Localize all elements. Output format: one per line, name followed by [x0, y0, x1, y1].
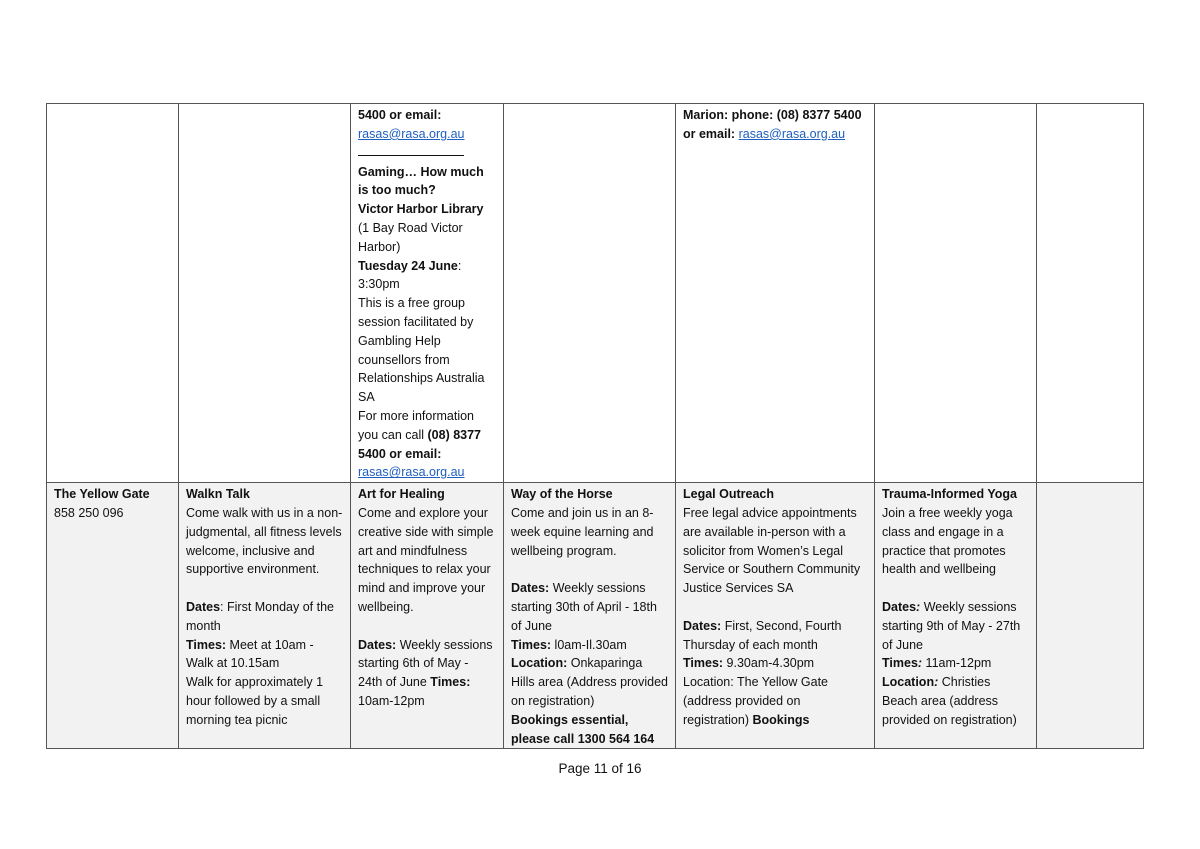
- divider: [358, 144, 464, 156]
- org-cell: [47, 483, 179, 749]
- program-title: Trauma-Informed Yoga: [882, 487, 1017, 502]
- table-cell: [504, 104, 676, 483]
- program-description: Come and explore your creative side with simple art and mindfulness techniques to relax your mind and improve your wellbeing.: [358, 505, 494, 614]
- yoga-cell: [875, 483, 1037, 749]
- table-cell: [875, 104, 1037, 483]
- times-value: Meet at 10am - Walk at 10.15am: [186, 637, 314, 671]
- dates-value: Weekly sessions starting 9th of May - 27th of June: [882, 599, 1021, 652]
- table-cell: [1037, 483, 1144, 749]
- phone-number: (08) 8377 5400 or email:: [358, 427, 482, 461]
- times-colon: :: [917, 656, 923, 671]
- location-label: Location:: [511, 656, 568, 671]
- marion-contact-cell: [676, 104, 875, 483]
- program-title: Walkn Talk: [186, 487, 250, 502]
- art-healing-cell: [351, 483, 504, 749]
- program-title: Way of the Horse: [511, 487, 613, 502]
- program-title: Legal Outreach: [683, 487, 774, 502]
- dates-value: Weekly sessions starting 6th of May - 24th of June: [358, 637, 493, 690]
- times-label: Times:: [511, 637, 552, 652]
- location-colon: :: [934, 675, 939, 690]
- program-description: Free legal advice appointments are available in-person with a solicitor from Women’s Legal Service or Southern Community Justice Services SA: [683, 505, 861, 596]
- session-date: Tuesday 24 June: [358, 258, 458, 273]
- bookings-note: Bookings essential, please call 1300 564 164: [511, 712, 655, 746]
- program-description: Join a free weekly yoga class and engage in a practice that promotes health and wellbeing: [882, 505, 1013, 577]
- dates-colon: :: [916, 599, 921, 614]
- session-time: 3:30pm: [358, 277, 400, 292]
- times-label: Times:: [430, 675, 471, 690]
- program-extra: Walk for approximately 1 hour followed by a small morning tea picnic: [186, 675, 324, 727]
- dates-value: Weekly sessions starting 30th of April - 18th of June: [511, 581, 657, 633]
- location-value: Onkaparinga Hills area (Address provided on registration): [511, 656, 669, 708]
- program-title: Art for Healing: [358, 487, 445, 502]
- venue: Victor Harbor Library: [358, 202, 484, 217]
- program-description: Come and join us in an 8-week equine learning and wellbeing program.: [511, 505, 654, 558]
- location-value: Christies Beach area (address provided on registration): [882, 675, 1017, 727]
- session-title: Gaming… How much is too much?: [358, 164, 484, 198]
- horse-cell: [504, 483, 676, 749]
- dates-label: Dates: [186, 599, 221, 614]
- contact-line: 5400 or email:: [358, 108, 442, 122]
- gambling-session-cell: [351, 104, 504, 483]
- table-row: [47, 104, 1144, 483]
- dates-label: Dates:: [358, 637, 397, 652]
- venue-address: (1 Bay Road Victor Harbor): [358, 220, 463, 254]
- org-phone: 858 250 096: [54, 505, 124, 520]
- times-value: l0am-Il.30am: [551, 637, 627, 652]
- dates-value: : First Monday of the month: [186, 599, 334, 633]
- program-description: Come walk with us in a non-judgmental, all fitness levels welcome, inclusive and supportive environment.: [186, 505, 343, 577]
- table-cell: [1037, 104, 1144, 483]
- times-label: Times:: [683, 656, 724, 671]
- legal-outreach-cell: [676, 483, 875, 749]
- location-value: Location: The Yellow Gate (address provided on registration): [683, 675, 829, 727]
- dates-label: Dates: [882, 599, 917, 614]
- table-cell: [47, 104, 179, 483]
- times-label: Times:: [186, 637, 227, 652]
- org-name: The Yellow Gate: [54, 487, 150, 502]
- email-link[interactable]: rasas@rasa.org.au: [738, 126, 846, 141]
- schedule-table: [46, 103, 1144, 749]
- dates-label: Dates:: [511, 581, 550, 596]
- table-row: [47, 483, 1144, 749]
- times-value: 10am-12pm: [358, 693, 425, 708]
- location-label: Location: [882, 675, 935, 690]
- dates-label: Dates:: [683, 618, 722, 633]
- walk-talk-cell: [179, 483, 351, 749]
- email-link[interactable]: rasas@rasa.org.au: [358, 465, 465, 480]
- times-value: 9.30am-4.30pm: [723, 656, 815, 671]
- session-description: This is a free group session facilitated by Gambling Help counsellors from Relationships Australia SA: [358, 296, 485, 405]
- table-cell: [179, 104, 351, 483]
- page-number: Page 11 of 16: [558, 761, 642, 776]
- times-label: Times: [882, 656, 918, 671]
- more-info-text: For more information you can call: [358, 408, 475, 442]
- times-value: 11am-12pm: [922, 656, 992, 671]
- marion-contact: Marion: phone: (08) 8377 5400 or email:: [683, 108, 862, 141]
- email-link[interactable]: rasas@rasa.org.au: [358, 126, 465, 141]
- bookings-note: Bookings: [752, 712, 810, 727]
- separator: :: [457, 258, 462, 273]
- dates-value: First, Second, Fourth Thursday of each month: [683, 618, 842, 652]
